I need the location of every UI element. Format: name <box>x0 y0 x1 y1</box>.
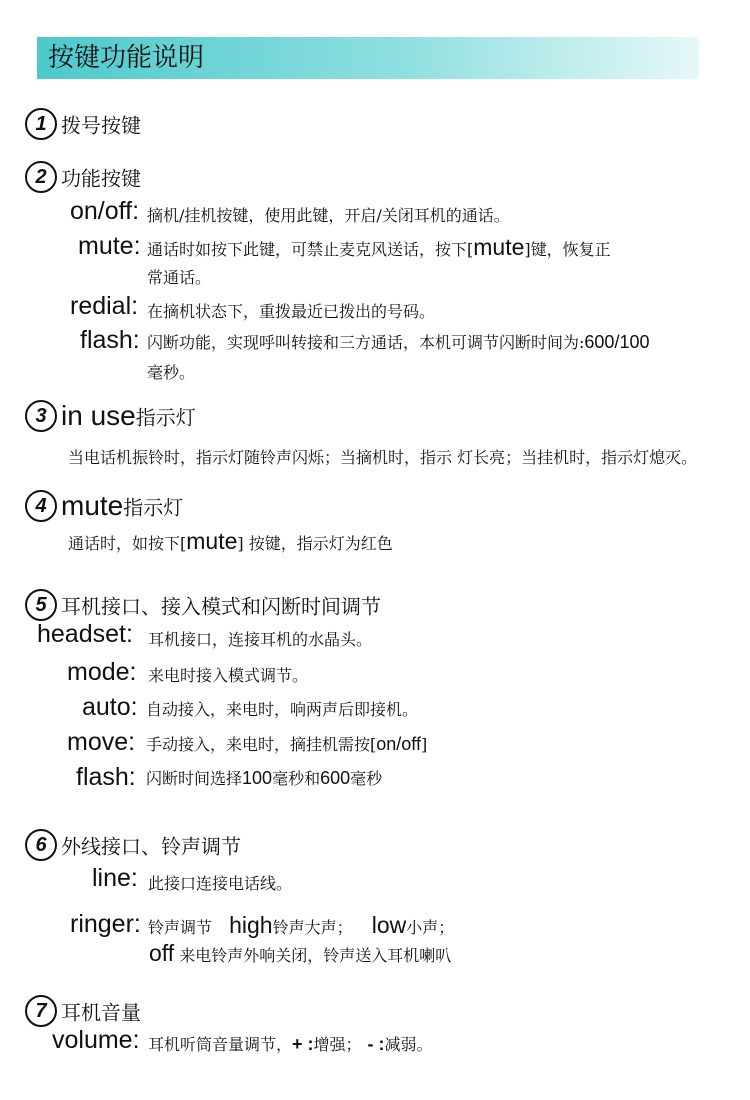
term-flash: flash: <box>80 326 140 354</box>
desc-ringer: 铃声调节 high铃声大声； low小声； <box>148 912 455 938</box>
section-number-badge: 4 <box>25 490 57 522</box>
section-number-badge: 1 <box>25 108 57 140</box>
desc-mute: 通话时如按下此键，可禁止麦克风送话，按下[mute]键，恢复正 <box>147 234 611 260</box>
desc-mode: 来电时接入模式调节。 <box>148 666 309 685</box>
desc-headset: 耳机接口，连接耳机的水晶头。 <box>148 630 373 649</box>
term-mode: mode: <box>67 658 137 686</box>
desc-line: 此接口连接电话线。 <box>148 874 293 893</box>
desc-inuse: 当电话机振铃时，指示灯随铃声闪烁；当摘机时，指示 灯长亮；当挂机时，指示灯熄灭。 <box>68 448 698 467</box>
term-headset: headset: <box>37 620 133 648</box>
term-onoff: on/off: <box>70 197 140 225</box>
desc-volume: 耳机听筒音量调节，+ :增强； - :减弱。 <box>148 1034 433 1054</box>
term-ringer: ringer: <box>70 910 141 938</box>
section-number-badge: 5 <box>25 589 57 621</box>
term-redial: redial: <box>70 292 139 320</box>
desc-mute-line2: 常通话。 <box>147 268 212 287</box>
desc-flash: 闪断功能，实现呼叫转接和三方通话，本机可调节闪断时间为:600/100 <box>147 332 650 352</box>
term-auto: auto: <box>82 693 138 721</box>
section-title: 耳机音量 <box>61 1000 141 1025</box>
desc-onoff: 摘机/挂机按键，使用此键，开启/关闭耳机的通话。 <box>147 206 510 225</box>
desc-redial: 在摘机状态下，重拨最近已拨出的号码。 <box>147 302 436 321</box>
section-6-heading <box>25 829 241 861</box>
section-number-badge: 2 <box>25 161 57 193</box>
term-volume: volume: <box>52 1026 140 1054</box>
desc-flash-time: 闪断时间选择100毫秒和600毫秒 <box>146 768 383 788</box>
section-title: 耳机接口、接入模式和闪断时间调节 <box>61 594 381 619</box>
term-move: move: <box>67 728 136 756</box>
term-line: line: <box>92 864 138 892</box>
desc-ringer-off: off 来电铃声外响关闭，铃声送入耳机喇叭 <box>149 940 452 966</box>
term-mute: mute: <box>78 232 141 260</box>
desc-move: 手动接入，来电时，摘挂机需按[on/off] <box>146 734 428 754</box>
desc-auto: 自动接入，来电时，响两声后即接机。 <box>146 700 419 719</box>
section-2-heading <box>25 161 141 193</box>
section-1-heading <box>25 108 141 140</box>
section-3-heading: 3 in use指示灯 <box>25 400 196 432</box>
term-flash-time: flash: <box>76 763 136 791</box>
page-title: 按键功能说明 <box>48 43 205 73</box>
desc-mute-indicator: 通话时，如按下[mute] 按键，指示灯为红色 <box>68 528 393 554</box>
section-title: 拨号按键 <box>61 113 141 138</box>
section-title: 外线接口、铃声调节 <box>61 834 241 859</box>
section-5-heading <box>25 589 381 621</box>
desc-flash-line2: 毫秒。 <box>147 363 196 382</box>
section-number-badge: 3 <box>25 400 57 432</box>
section-7-heading <box>25 995 141 1027</box>
section-number-badge: 7 <box>25 995 57 1027</box>
section-4-heading: 4 mute指示灯 <box>25 490 183 522</box>
section-title: 功能按键 <box>61 166 141 191</box>
section-number-badge: 6 <box>25 829 57 861</box>
